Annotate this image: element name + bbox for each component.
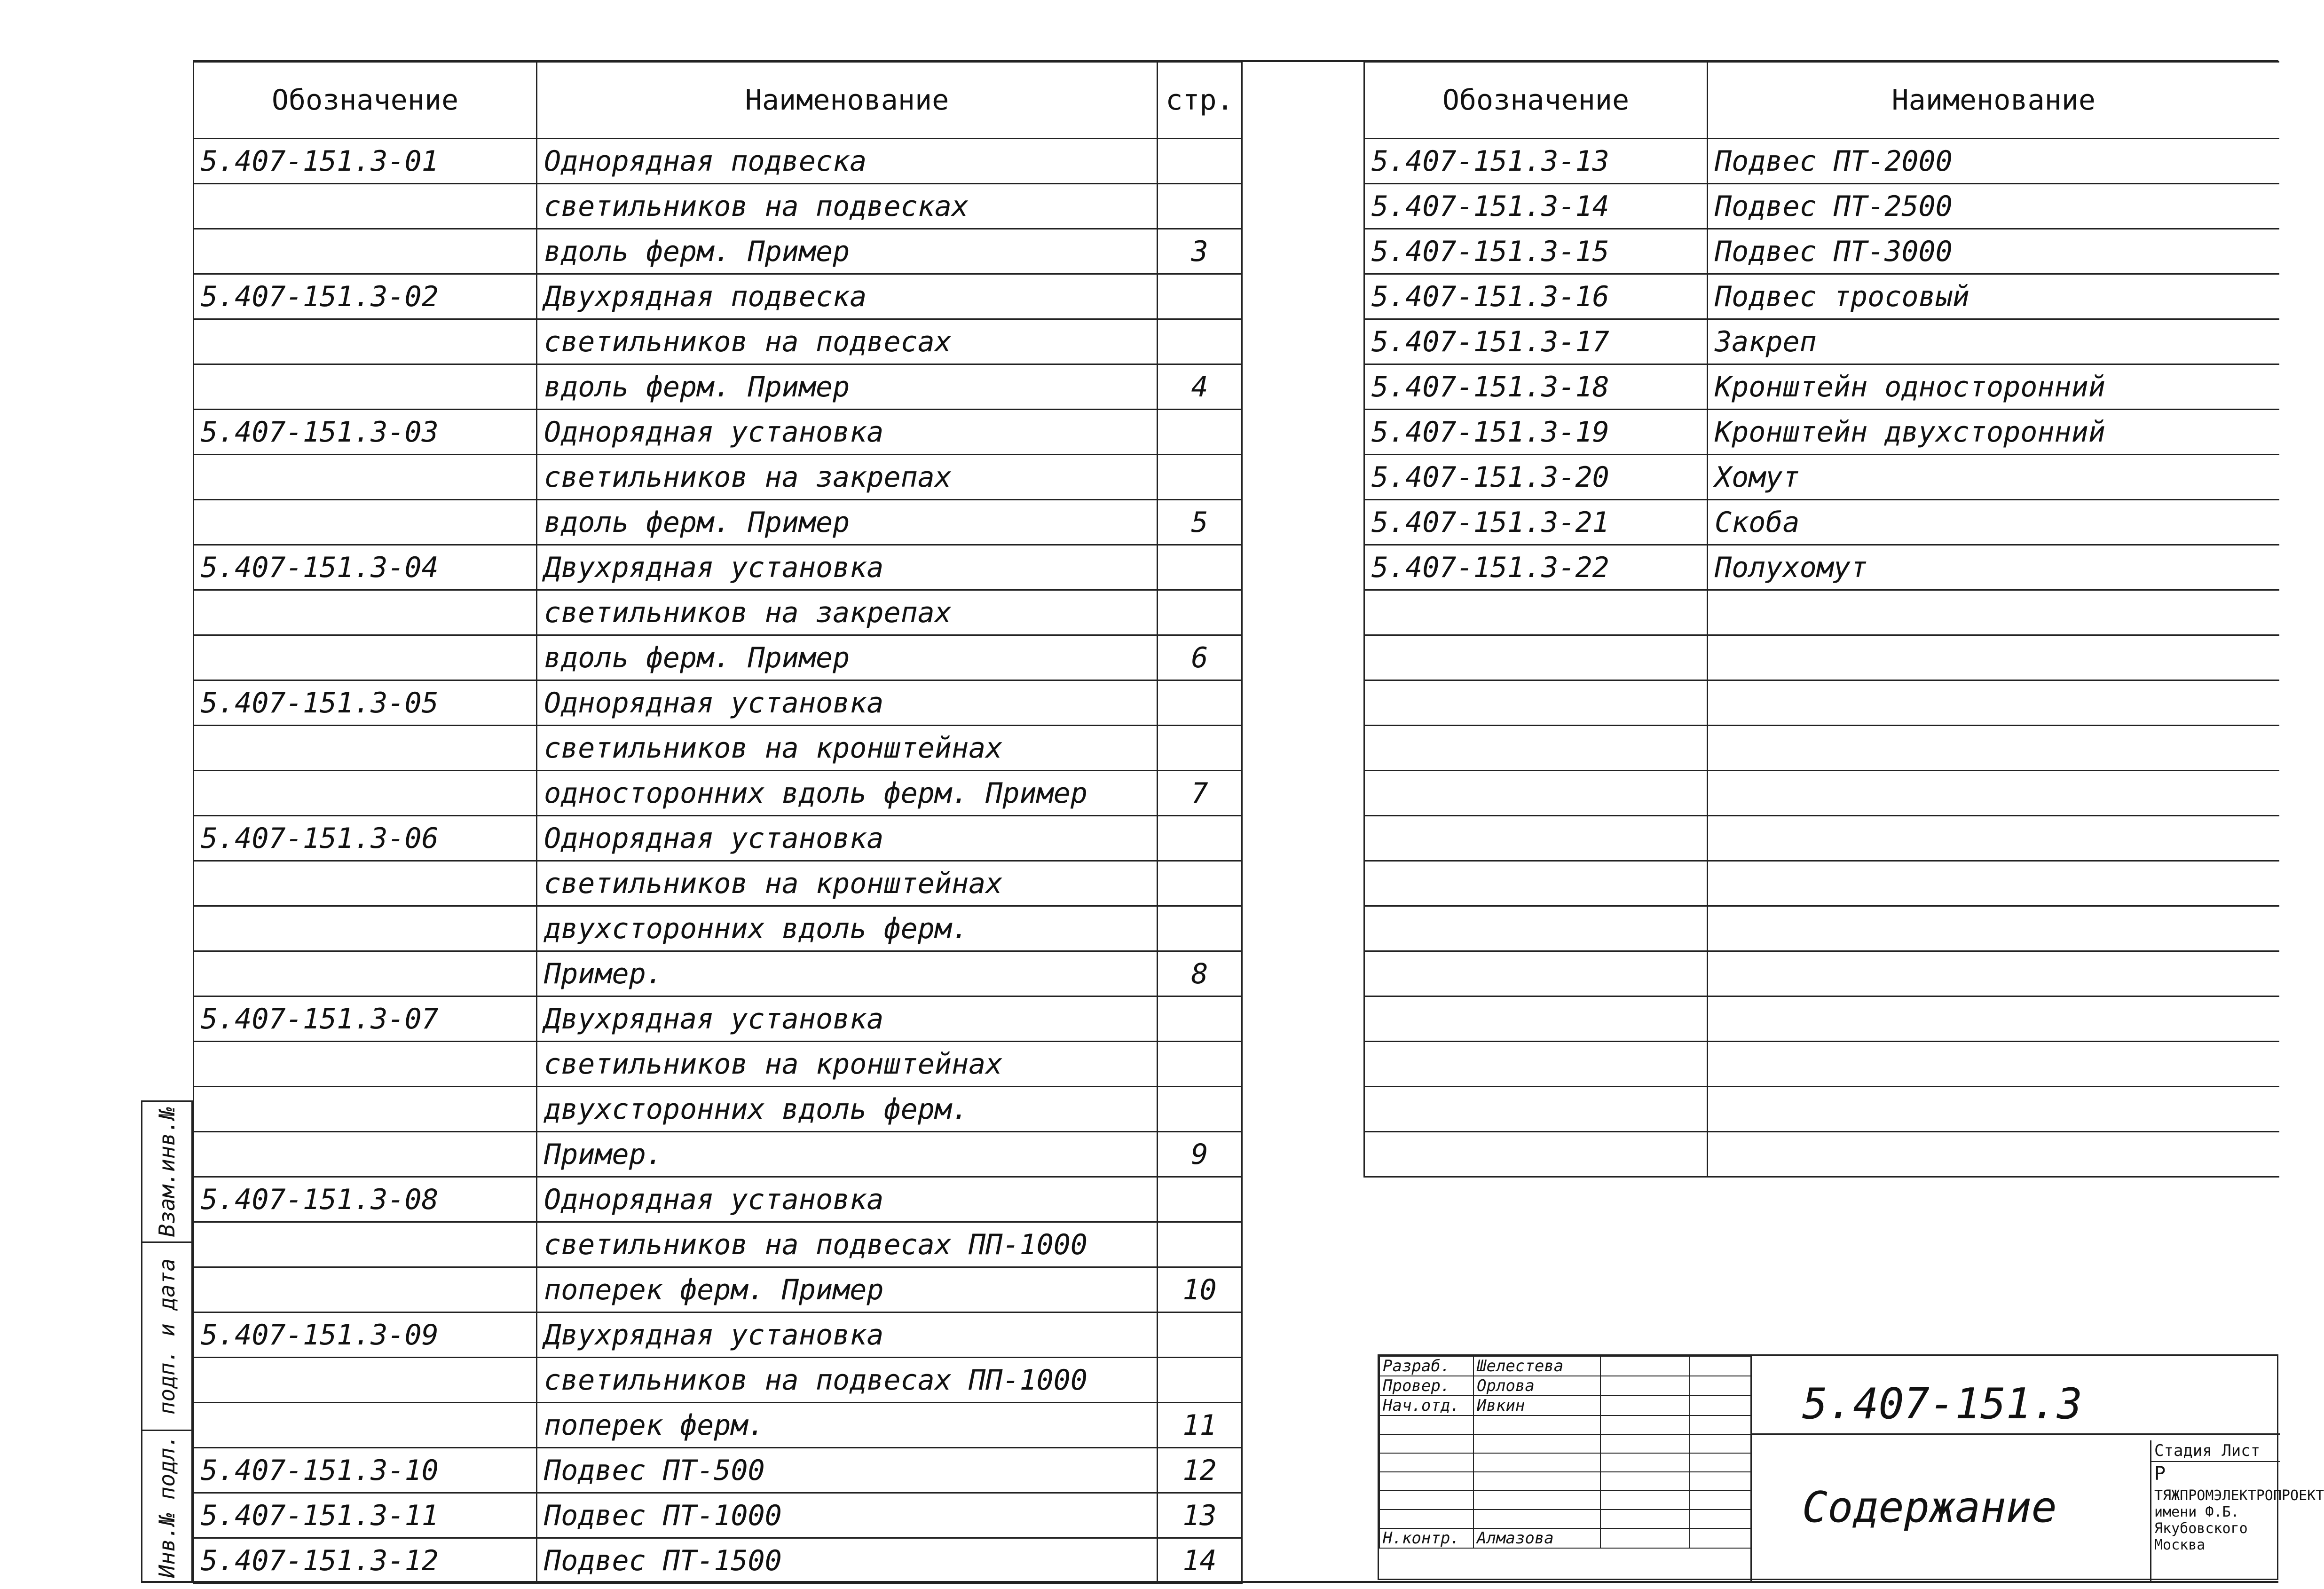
row-name: вдоль ферм. Пример [537,229,1158,274]
row-designation [194,1267,537,1312]
signature-person [1473,1491,1600,1510]
signature-date [1690,1491,1751,1510]
table-row [1364,771,2279,816]
signature-sign [1600,1528,1690,1548]
row-page [1158,1042,1242,1087]
table-row [194,1132,1242,1177]
signature-role [1379,1453,1473,1472]
row-designation: 5.407-151.3-21 [1364,500,1708,545]
row-name: Пример. [537,1132,1158,1177]
row-designation [194,500,537,545]
table-row [1364,319,2279,364]
row-page [1158,410,1242,455]
signature-row [1379,1510,1751,1528]
header-designation: Обозначение [1364,62,1708,139]
signature-row [1379,1528,1751,1548]
header-name: Наименование [1708,62,2279,139]
title-block [1378,1354,2324,1580]
row-name: Однорядная установка [537,816,1158,861]
row-name: светильников на подвесах ПП-1000 [537,1222,1158,1267]
row-name: Хомут [1708,455,2279,500]
row-designation [1364,590,1708,635]
row-name: вдоль ферм. Пример [537,364,1158,410]
left-contents-table [193,61,1243,1584]
row-designation [194,229,537,274]
signature-date [1690,1396,1751,1415]
table-row [194,1312,1242,1358]
table-row [194,500,1242,545]
row-designation [194,364,537,410]
row-name [1708,951,2279,996]
row-designation: 5.407-151.3-01 [194,139,537,184]
signature-row [1379,1356,1751,1376]
table-row [1364,364,2279,410]
row-designation: 5.407-151.3-17 [1364,319,1708,364]
row-designation [1364,906,1708,951]
header-designation: Обозначение [194,62,537,139]
row-designation [1364,771,1708,816]
row-page [1158,139,1242,184]
organization-name: ТЯЖПРОМЭЛЕКТРОПРОЕКТ имени Ф.Б. Якубовского Москва [2154,1487,2324,1553]
row-designation [194,1403,537,1448]
row-name: Однорядная подвеска [537,139,1158,184]
row-designation: 5.407-151.3-10 [194,1448,537,1493]
row-name [1708,635,2279,680]
row-designation [1364,680,1708,726]
row-name: Однорядная установка [537,1177,1158,1222]
row-name: Подвес ПТ-500 [537,1448,1158,1493]
table-row [1364,410,2279,455]
table-row [194,861,1242,906]
signature-date [1690,1510,1751,1528]
sheet-label-text: Лист [2222,1441,2261,1460]
row-designation: 5.407-151.3-11 [194,1493,537,1538]
signature-row [1379,1434,1751,1453]
row-page [1158,996,1242,1042]
row-page [1158,1222,1242,1267]
table-row [1364,996,2279,1042]
row-page: 7 [1158,771,1242,816]
row-designation [1364,1132,1708,1177]
table-row [194,1358,1242,1403]
row-name: поперек ферм. Пример [537,1267,1158,1312]
table-row [194,455,1242,500]
side-approval-strip [141,1100,193,1582]
signature-sign [1600,1472,1690,1491]
row-name: светильников на закрепах [537,455,1158,500]
row-designation: 5.407-151.3-04 [194,545,537,590]
signature-person: Орлова [1473,1376,1600,1396]
signature-row [1379,1472,1751,1491]
table-row [194,1538,1242,1583]
row-page [1158,455,1242,500]
row-designation [194,906,537,951]
row-name: Скоба [1708,500,2279,545]
row-page: 4 [1158,364,1242,410]
table-row [194,816,1242,861]
row-designation [194,1087,537,1132]
table-row [194,590,1242,635]
side-label: Взам.инв.№ [154,1107,180,1237]
header-name: Наименование [537,62,1158,139]
table-row [1364,680,2279,726]
signature-sign [1600,1356,1690,1376]
row-name [1708,1087,2279,1132]
row-designation: 5.407-151.3-18 [1364,364,1708,410]
row-page [1158,816,1242,861]
row-designation: 5.407-151.3-05 [194,680,537,726]
signature-sign [1600,1510,1690,1528]
signature-person [1473,1415,1600,1434]
signature-row [1379,1396,1751,1415]
table-row [1364,726,2279,771]
row-page: 6 [1158,635,1242,680]
table-row [194,545,1242,590]
row-name [1708,771,2279,816]
table-row [194,1448,1242,1493]
table-row [1364,184,2279,229]
side-label: подп. и дата [154,1258,180,1415]
table-row [1364,635,2279,680]
right-contents-table [1363,61,2279,1178]
row-name: Двухрядная подвеска [537,274,1158,319]
row-page: 14 [1158,1538,1242,1583]
signature-role: Нач.отд. [1379,1396,1473,1415]
stage-label-text: Стадия [2154,1441,2212,1460]
signature-role [1379,1491,1473,1510]
row-designation [1364,816,1708,861]
table-row [1364,906,2279,951]
table-row [1364,545,2279,590]
row-name: поперек ферм. [537,1403,1158,1448]
table-row [194,1493,1242,1538]
side-label: Инв.№ подл. [154,1434,180,1578]
signature-row [1379,1415,1751,1434]
signature-sign [1600,1453,1690,1472]
row-name [1708,816,2279,861]
row-page: 9 [1158,1132,1242,1177]
row-designation [1364,951,1708,996]
right-table-header-row [1364,62,2279,139]
table-row [194,996,1242,1042]
row-name: светильников на кронштейнах [537,861,1158,906]
row-page: 13 [1158,1493,1242,1538]
row-name: Подвес ПТ-3000 [1708,229,2279,274]
side-cell-original-inv [142,1431,191,1581]
signature-person [1473,1472,1600,1491]
row-name: Двухрядная установка [537,1312,1158,1358]
signature-row [1379,1453,1751,1472]
stage-label [2151,1440,2280,1462]
row-name [1708,1132,2279,1177]
row-page [1158,1087,1242,1132]
table-row [194,906,1242,951]
table-row [1364,1087,2279,1132]
row-designation: 5.407-151.3-19 [1364,410,1708,455]
row-page [1158,1177,1242,1222]
row-designation: 5.407-151.3-14 [1364,184,1708,229]
row-name: двухсторонних вдоль ферм. [537,1087,1158,1132]
row-name: Подвес ПТ-1500 [537,1538,1158,1583]
row-designation [194,319,537,364]
table-row [194,1087,1242,1132]
row-designation [1364,635,1708,680]
table-row [194,274,1242,319]
row-designation: 5.407-151.3-02 [194,274,537,319]
signature-role [1379,1434,1473,1453]
row-name [1708,906,2279,951]
row-name: Закреп [1708,319,2279,364]
table-row [1364,139,2279,184]
row-name: вдоль ферм. Пример [537,500,1158,545]
row-page [1158,184,1242,229]
table-row [194,1042,1242,1087]
document-code: 5.407-151.3 [1802,1379,2083,1429]
table-row [194,726,1242,771]
row-name: Однорядная установка [537,680,1158,726]
row-name [1708,861,2279,906]
table-row [194,771,1242,816]
table-row [194,410,1242,455]
row-designation [1364,861,1708,906]
row-name: односторонних вдоль ферм. Пример [537,771,1158,816]
row-designation: 5.407-151.3-20 [1364,455,1708,500]
signature-person: Шелестева [1473,1356,1600,1376]
right-table-body [1364,139,2279,1177]
row-designation [194,1132,537,1177]
row-designation [194,635,537,680]
table-row [194,635,1242,680]
row-designation [194,1358,537,1403]
signature-date [1690,1434,1751,1453]
row-designation [194,184,537,229]
table-row [1364,1132,2279,1177]
row-designation [1364,996,1708,1042]
row-name: светильников на кронштейнах [537,1042,1158,1087]
table-row [1364,816,2279,861]
table-row [1364,590,2279,635]
row-name [1708,1042,2279,1087]
row-name [1708,590,2279,635]
left-table-body [194,139,1242,1583]
table-row [194,319,1242,364]
row-name: Пример. [537,951,1158,996]
row-page [1158,861,1242,906]
row-page [1158,274,1242,319]
left-table-header-row [194,62,1242,139]
signature-row [1379,1491,1751,1510]
row-page [1158,1312,1242,1358]
row-designation: 5.407-151.3-06 [194,816,537,861]
signature-role: Н.контр. [1379,1528,1473,1548]
row-designation [194,861,537,906]
row-page: 3 [1158,229,1242,274]
signature-sign [1600,1491,1690,1510]
table-row [1364,455,2279,500]
table-row [194,1267,1242,1312]
row-page: 12 [1158,1448,1242,1493]
signature-role: Провер. [1379,1376,1473,1396]
row-name: Двухрядная установка [537,545,1158,590]
row-page: 8 [1158,951,1242,996]
side-cell-signature-date [142,1243,191,1431]
row-page: 5 [1158,500,1242,545]
row-designation [194,726,537,771]
row-designation: 5.407-151.3-22 [1364,545,1708,590]
row-designation: 5.407-151.3-08 [194,1177,537,1222]
row-name [1708,996,2279,1042]
signature-sign [1600,1415,1690,1434]
row-designation [194,771,537,816]
row-name: Подвес ПТ-2500 [1708,184,2279,229]
signature-sign [1600,1396,1690,1415]
signature-date [1690,1528,1751,1548]
table-row [1364,1042,2279,1087]
signature-role [1379,1472,1473,1491]
row-designation [194,590,537,635]
signature-person [1473,1510,1600,1528]
signature-person [1473,1434,1600,1453]
signature-row [1379,1376,1751,1396]
row-name: светильников на подвесках [537,184,1158,229]
stage-value: Р [2154,1463,2166,1485]
row-designation: 5.407-151.3-16 [1364,274,1708,319]
table-row [194,1222,1242,1267]
table-row [1364,229,2279,274]
signature-date [1690,1376,1751,1396]
row-page [1158,319,1242,364]
signature-person: Ивкин [1473,1396,1600,1415]
row-name: светильников на подвесах ПП-1000 [537,1358,1158,1403]
row-designation [194,951,537,996]
table-row [194,951,1242,996]
signature-date [1690,1453,1751,1472]
row-name: Подвес тросовый [1708,274,2279,319]
table-row [194,1403,1242,1448]
row-name: двухсторонних вдоль ферм. [537,906,1158,951]
title-block-split [1750,1433,2280,1435]
table-row [1364,500,2279,545]
row-name: Кронштейн двухсторонний [1708,410,2279,455]
row-page [1158,680,1242,726]
row-designation [1364,1042,1708,1087]
signature-role [1379,1510,1473,1528]
row-designation: 5.407-151.3-15 [1364,229,1708,274]
signature-role [1379,1415,1473,1434]
row-name: светильников на подвесах [537,319,1158,364]
signature-date [1690,1415,1751,1434]
row-designation [194,455,537,500]
row-name: Двухрядная установка [537,996,1158,1042]
table-row [194,364,1242,410]
row-name: Подвес ПТ-1000 [537,1493,1158,1538]
header-page: стр. [1158,62,1242,139]
table-row [194,184,1242,229]
table-row [194,139,1242,184]
row-designation: 5.407-151.3-03 [194,410,537,455]
row-designation: 5.407-151.3-07 [194,996,537,1042]
row-name: светильников на закрепах [537,590,1158,635]
signature-date [1690,1356,1751,1376]
row-designation: 5.407-151.3-12 [194,1538,537,1583]
signature-date [1690,1472,1751,1491]
row-page: 10 [1158,1267,1242,1312]
row-name: светильников на кронштейнах [537,726,1158,771]
signature-person: Алмазова [1473,1528,1600,1548]
stage-block [2150,1440,2324,1581]
row-designation [194,1222,537,1267]
table-row [1364,861,2279,906]
title-block-divider [1750,1356,1752,1581]
row-name: Полухомут [1708,545,2279,590]
table-row [194,229,1242,274]
row-page [1158,906,1242,951]
row-designation: 5.407-151.3-13 [1364,139,1708,184]
row-name: Подвес ПТ-2000 [1708,139,2279,184]
row-name: Кронштейн односторонний [1708,364,2279,410]
row-page [1158,1358,1242,1403]
row-page [1158,545,1242,590]
table-row [194,1177,1242,1222]
row-name: Однорядная установка [537,410,1158,455]
row-page [1158,590,1242,635]
signature-sign [1600,1376,1690,1396]
row-page: 11 [1158,1403,1242,1448]
signature-role: Разраб. [1379,1356,1473,1376]
row-name [1708,680,2279,726]
side-cell-replacement-inv [142,1102,191,1243]
signature-person [1473,1453,1600,1472]
row-designation: 5.407-151.3-09 [194,1312,537,1358]
row-designation [1364,1087,1708,1132]
row-designation [1364,726,1708,771]
row-page [1158,726,1242,771]
table-row [1364,274,2279,319]
signature-sign [1600,1434,1690,1453]
row-name [1708,726,2279,771]
row-designation [194,1042,537,1087]
row-name: вдоль ферм. Пример [537,635,1158,680]
signature-grid [1379,1356,1751,1549]
table-row [1364,951,2279,996]
document-title: Содержание [1802,1483,2057,1532]
table-row [194,680,1242,726]
